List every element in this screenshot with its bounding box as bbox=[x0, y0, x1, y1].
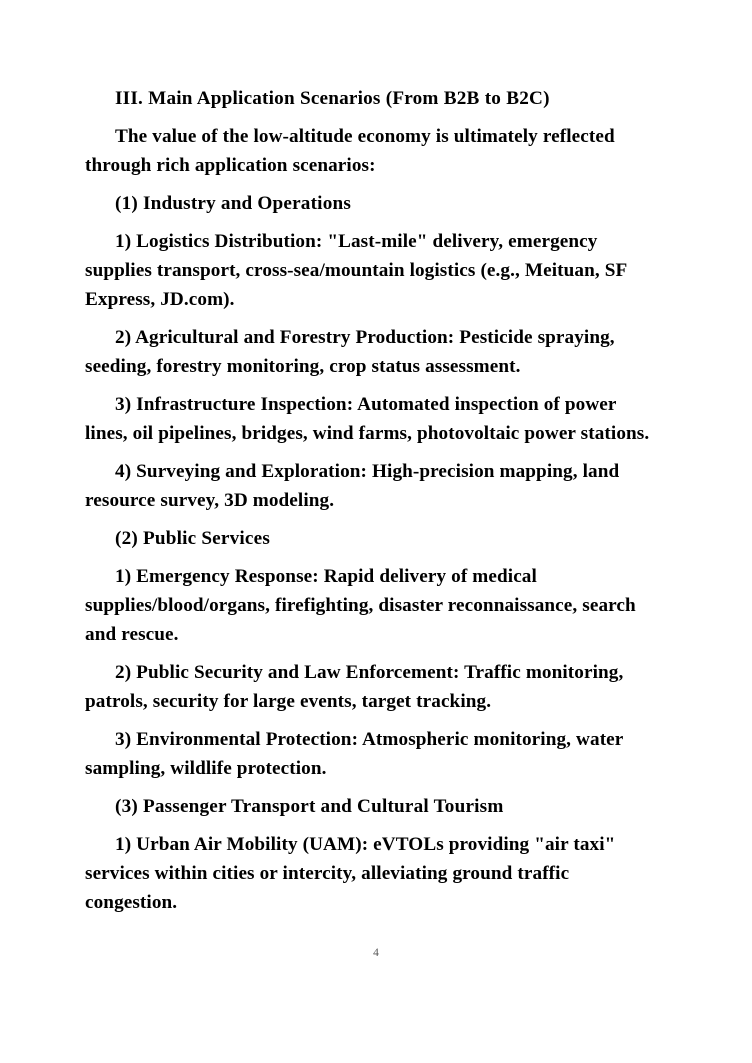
page-content bbox=[85, 84, 663, 926]
subsection-heading-public-services: (2) Public Services bbox=[115, 528, 270, 549]
list-item: 1) Urban Air Mobility (UAM): eVTOLs providing "air taxi" services within cities or intercity, alleviating ground traffic congestion. bbox=[85, 834, 616, 913]
subsection-heading-industry-and-operations: (1) Industry and Operations bbox=[115, 193, 352, 214]
list-item: 1) Emergency Response: Rapid delivery of medical supplies/blood/organs, firefighting, disaster reconnaissance, search and rescue. bbox=[85, 566, 636, 645]
list-item: 3) Environmental Protection: Atmospheric monitoring, water sampling, wildlife protection. bbox=[85, 729, 624, 779]
subsection-heading-passenger-transport-and-cultural-tourism: (3) Passenger Transport and Cultural Tourism bbox=[115, 796, 504, 817]
list-item: 2) Public Security and Law Enforcement: Traffic monitoring, patrols, security for large events, target tracking. bbox=[85, 662, 624, 712]
list-item: 2) Agricultural and Forestry Production: Pesticide spraying, seeding, forestry monitoring, crop status assessment. bbox=[85, 327, 615, 377]
list-item: 1) Logistics Distribution: "Last-mile" delivery, emergency supplies transport, cross-sea/mountain logistics (e.g., Meituan, SF Express, JD.com). bbox=[85, 231, 627, 310]
list-item: 3) Infrastructure Inspection: Automated inspection of power lines, oil pipelines, bridges, wind farms, photovoltaic power stations. bbox=[85, 394, 650, 444]
section-heading: III. Main Application Scenarios (From B2B to B2C) bbox=[115, 88, 550, 109]
list-item: 4) Surveying and Exploration: High-precision mapping, land resource survey, 3D modeling. bbox=[85, 461, 620, 511]
page-number: 4 bbox=[373, 947, 379, 959]
intro-paragraph: The value of the low-altitude economy is ultimately reflected through rich application scenarios: bbox=[85, 126, 615, 176]
